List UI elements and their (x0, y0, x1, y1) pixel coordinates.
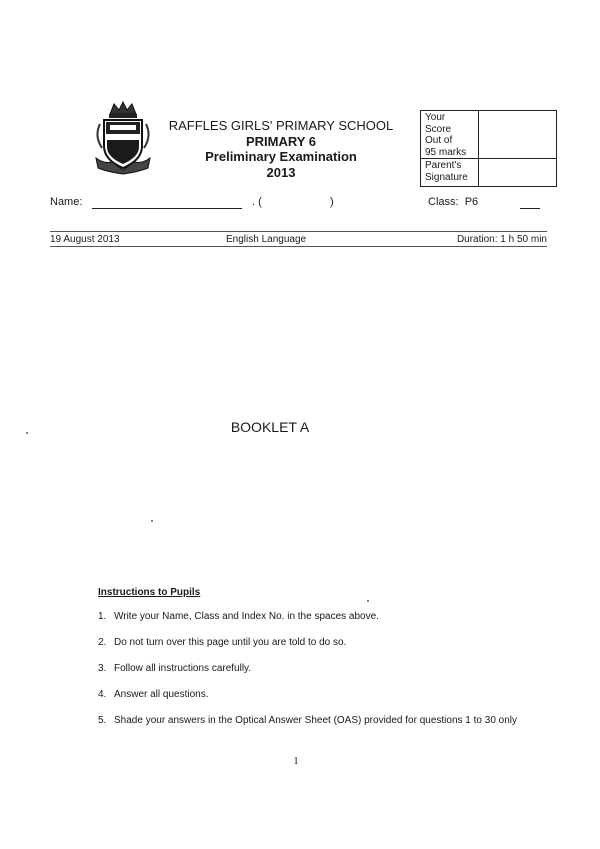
instruction-number: 5. (98, 715, 107, 726)
scan-speck (367, 600, 369, 602)
page-number: 1 (293, 755, 299, 767)
instruction-text: Follow all instructions carefully. (114, 663, 252, 674)
instruction-text: Do not turn over this page until you are told to do so. (114, 637, 347, 648)
scan-speck (26, 432, 28, 434)
school-name: RAFFLES GIRLS' PRIMARY SCHOOL (168, 118, 394, 133)
divider-bottom (50, 246, 547, 247)
level-label: PRIMARY 6 (245, 133, 317, 149)
school-crest-icon (92, 100, 154, 176)
scan-speck (151, 520, 153, 522)
booklet-title: BOOKLET A (230, 419, 310, 435)
exam-subject: English Language (226, 234, 307, 245)
instruction-number: 2. (98, 637, 107, 648)
score-field[interactable] (479, 111, 556, 159)
index-close-bracket: ) (330, 196, 334, 208)
exam-info-row (50, 234, 547, 246)
instruction-number: 4. (98, 689, 107, 700)
class-value: P6 (464, 196, 479, 208)
exam-date: 19 August 2013 (50, 234, 120, 245)
name-label: Name: (50, 196, 83, 208)
instruction-text: Write your Name, Class and Index No. in the spaces above. (114, 611, 379, 622)
school-heading (155, 118, 407, 180)
instructions-section (98, 587, 518, 741)
exam-year: 2013 (266, 164, 296, 180)
instruction-item (98, 715, 518, 727)
score-label: Your Score Out of 95 marks (421, 111, 479, 159)
index-open-bracket: . ( (252, 196, 262, 208)
instruction-number: 1. (98, 611, 107, 622)
instruction-item (98, 611, 518, 623)
student-details-row (50, 196, 550, 212)
score-signature-box (420, 110, 557, 187)
class-label: Class: P6 (428, 196, 479, 208)
instruction-item (98, 637, 518, 649)
instruction-item (98, 663, 518, 675)
name-field[interactable] (92, 208, 242, 209)
exam-title: Preliminary Examination (205, 149, 357, 164)
instruction-text: Answer all questions. (114, 689, 209, 700)
instruction-item (98, 689, 518, 701)
instruction-number: 3. (98, 663, 107, 674)
signature-label: Parent's Signature (421, 159, 479, 186)
instruction-text: Shade your answers in the Optical Answer Sheet (OAS) provided for questions 1 to 30 only (114, 715, 517, 726)
divider-top (50, 231, 547, 232)
class-field[interactable] (520, 208, 540, 209)
signature-field[interactable] (479, 159, 556, 186)
instructions-heading: Instructions to Pupils (98, 587, 201, 598)
exam-duration: Duration: 1 h 50 min (456, 234, 547, 245)
